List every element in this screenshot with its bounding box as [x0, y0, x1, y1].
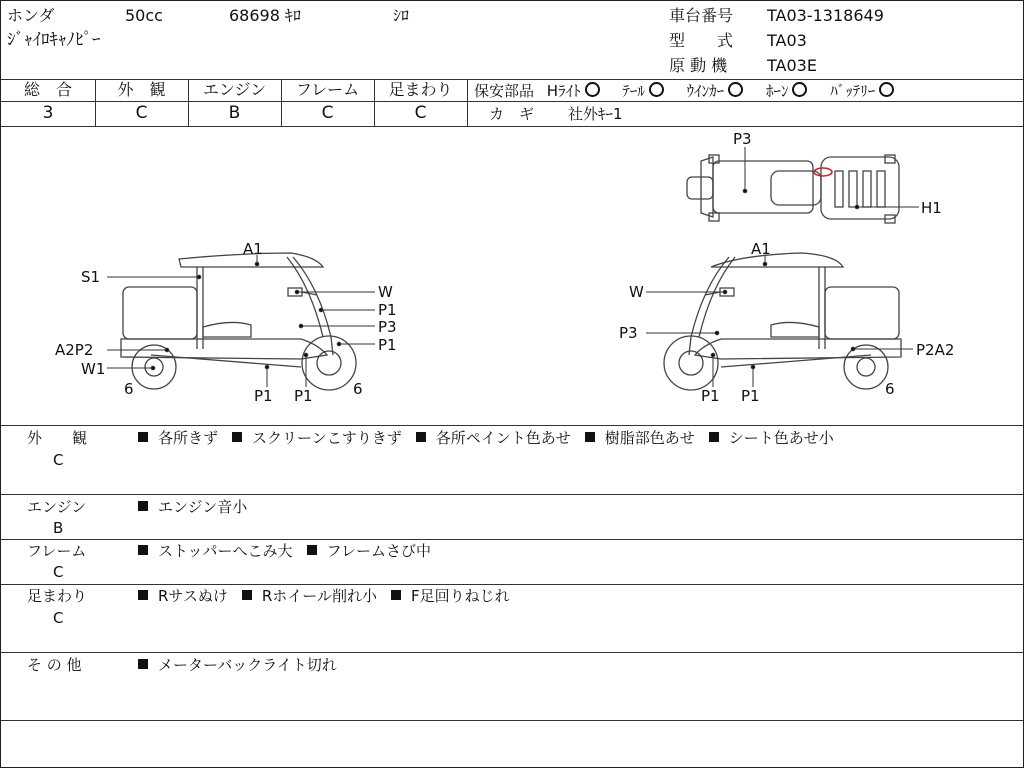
label-p2a2: P2A2	[916, 341, 955, 359]
body-color: ｼﾛ	[393, 6, 410, 25]
label-a2p2: A2P2	[55, 341, 94, 359]
type-label: 型 式	[669, 31, 734, 50]
scooter-top-view	[687, 155, 899, 223]
circle-ok-icon	[879, 82, 894, 97]
divider	[1, 539, 1023, 540]
bullet-icon	[416, 432, 426, 442]
chassis-label: 車台番号	[669, 6, 734, 25]
grade-frame: C	[321, 103, 334, 123]
remark-items-engine: エンジン音小	[138, 498, 247, 516]
scooter-right-side-view	[664, 253, 901, 390]
grade-overall: 3	[42, 103, 54, 123]
divider	[1, 652, 1023, 653]
bullet-icon	[391, 590, 401, 600]
divider	[1, 494, 1023, 495]
circle-ok-icon	[649, 82, 664, 97]
label-s1: S1	[81, 268, 101, 286]
label-w: W	[378, 283, 393, 301]
winker-label: ｳｲﾝｶｰ	[686, 82, 725, 100]
key-value: 社外ｷｰ1	[568, 105, 623, 123]
divider	[467, 79, 468, 126]
label-p1: P1	[294, 387, 313, 405]
grade-exterior: C	[135, 103, 148, 123]
label-p1: P1	[378, 336, 397, 354]
grade-header-engine: エンジン	[202, 80, 267, 99]
remark-grade-suspension: C	[53, 609, 64, 627]
label-tire-6: 6	[124, 380, 134, 398]
remark-items-exterior: 各所きず スクリーンこすりきず 各所ペイント色あせ 樹脂部色あせ シート色あせ小	[138, 429, 834, 447]
scooter-diagram	[1, 127, 1023, 424]
remark-items-other: メーターバックライト切れ	[138, 656, 337, 674]
engine-value: TA03E	[767, 56, 817, 75]
remark-category-suspension: 足まわり	[27, 587, 88, 605]
label-p1: P1	[741, 387, 760, 405]
label-p3: P3	[619, 324, 638, 342]
circle-ok-icon	[728, 82, 743, 97]
battery-label: ﾊﾞｯﾃﾘｰ	[830, 82, 876, 100]
label-p3: P3	[378, 318, 397, 336]
label-tire-6: 6	[885, 380, 895, 398]
bullet-icon	[138, 545, 148, 555]
grade-engine: B	[228, 103, 241, 123]
label-p3: P3	[733, 130, 752, 148]
grade-header-frame: フレーム	[295, 80, 360, 99]
label-a1: A1	[243, 240, 263, 258]
bullet-icon	[138, 501, 148, 511]
remark-grade-engine: B	[53, 519, 64, 537]
divider	[1, 720, 1023, 721]
label-p1: P1	[378, 301, 397, 319]
safety-parts-row	[474, 82, 894, 100]
maker: ホンダ	[7, 6, 55, 25]
engine-label: 原 動 機	[669, 56, 728, 75]
safety-label: 保安部品	[474, 82, 535, 100]
bullet-icon	[138, 590, 148, 600]
model-name: ｼﾞｬｲﾛｷｬﾉﾋﾟｰ	[7, 30, 101, 50]
label-a1: A1	[751, 240, 771, 258]
label-h1: H1	[921, 199, 942, 217]
label-tire-6: 6	[353, 380, 363, 398]
remark-items-frame: ストッパーへこみ大 フレームさび中	[138, 542, 431, 560]
remark-category-other: そ の 他	[27, 656, 82, 674]
label-w1: W1	[81, 360, 106, 378]
label-p1: P1	[701, 387, 720, 405]
circle-ok-icon	[792, 82, 807, 97]
scooter-left-side-view	[121, 253, 356, 390]
circle-ok-icon	[585, 82, 600, 97]
remark-items-suspension: Rサスぬけ Rホイール削れ小 F足回りねじれ	[138, 587, 510, 605]
remark-category-frame: フレーム	[27, 542, 87, 560]
label-p1: P1	[254, 387, 273, 405]
label-w: W	[629, 283, 644, 301]
grade-header-overall: 総 合	[23, 80, 72, 99]
grade-header-exterior: 外 観	[117, 80, 166, 99]
remark-grade-exterior: C	[53, 451, 64, 469]
divider	[1, 425, 1023, 426]
mileage: 68698 ｷﾛ	[229, 6, 301, 25]
remark-grade-frame: C	[53, 563, 64, 581]
bullet-icon	[709, 432, 719, 442]
divider	[1, 584, 1023, 585]
headlight-label: Hﾗｲﾄ	[546, 82, 581, 100]
grade-header-suspension: 足まわり	[388, 80, 453, 99]
displacement: 50cc	[125, 6, 163, 25]
bullet-icon	[307, 545, 317, 555]
bullet-icon	[138, 659, 148, 669]
taillight-label: ﾃｰﾙ	[622, 82, 645, 100]
remark-category-engine: エンジン	[27, 498, 87, 516]
chassis-value: TA03-1318649	[767, 6, 884, 25]
grade-suspension: C	[414, 103, 427, 123]
horn-label: ﾎｰﾝ	[765, 82, 789, 100]
key-label: カ ギ	[489, 105, 535, 123]
remark-category-exterior: 外 観	[27, 429, 88, 447]
divider	[1, 101, 1023, 102]
bullet-icon	[242, 590, 252, 600]
bullet-icon	[232, 432, 242, 442]
bullet-icon	[138, 432, 148, 442]
bullet-icon	[585, 432, 595, 442]
type-value: TA03	[767, 31, 807, 50]
